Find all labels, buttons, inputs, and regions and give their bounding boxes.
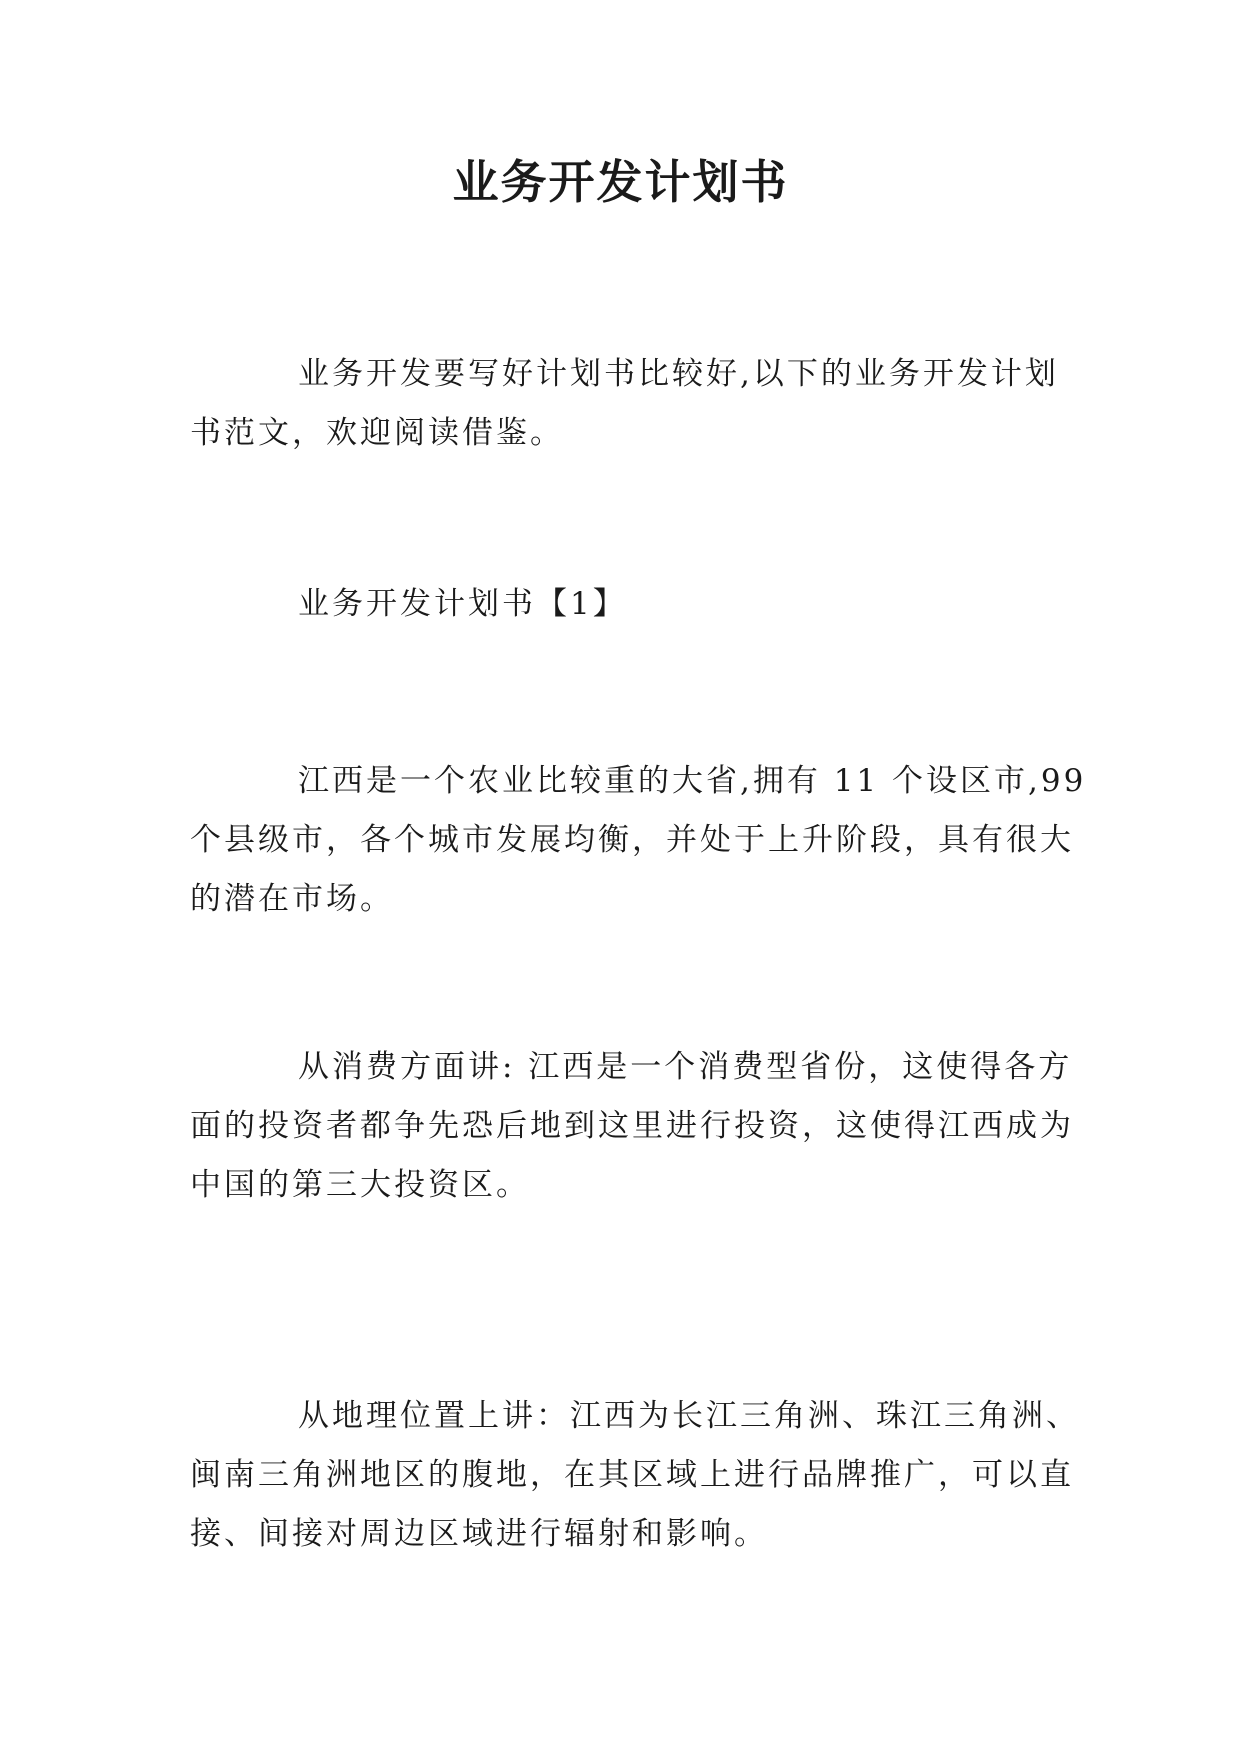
paragraph-line: 业务开发计划书【1】 [298,586,627,622]
paragraph-line: 从地理位置上讲：江西为长江三角洲、珠江三角洲、 [298,1398,1080,1434]
paragraph-line: 个县级市，各个城市发展均衡，并处于上升阶段，具有很大 [190,822,1074,858]
paragraph-line: 面的投资者都争先恐后地到这里进行投资，这使得江西成为 [190,1108,1074,1144]
paragraph-line: 江西是一个农业比较重的大省,拥有 11 个设区市,99 [298,763,1087,799]
body-paragraph [190,1387,1080,1564]
paragraph-line: 业务开发要写好计划书比较好,以下的业务开发计划 [298,356,1059,392]
intro-paragraph [190,345,1059,463]
paragraph-line: 闽南三角洲地区的腹地，在其区域上进行品牌推广，可以直 [190,1457,1074,1493]
body-paragraph [190,752,1087,929]
section-heading [190,575,1050,634]
paragraph-line: 从消费方面讲: 江西是一个消费型省份，这使得各方 [298,1049,1073,1085]
paragraph-line: 的潜在市场。 [190,881,394,917]
document-title: 业务开发计划书 [452,155,789,209]
body-paragraph [190,1038,1074,1215]
paragraph-line: 中国的第三大投资区。 [190,1167,530,1203]
paragraph-line: 接、间接对周边区域进行辐射和影响。 [190,1516,768,1552]
paragraph-line: 书范文，欢迎阅读借鉴。 [190,415,564,451]
